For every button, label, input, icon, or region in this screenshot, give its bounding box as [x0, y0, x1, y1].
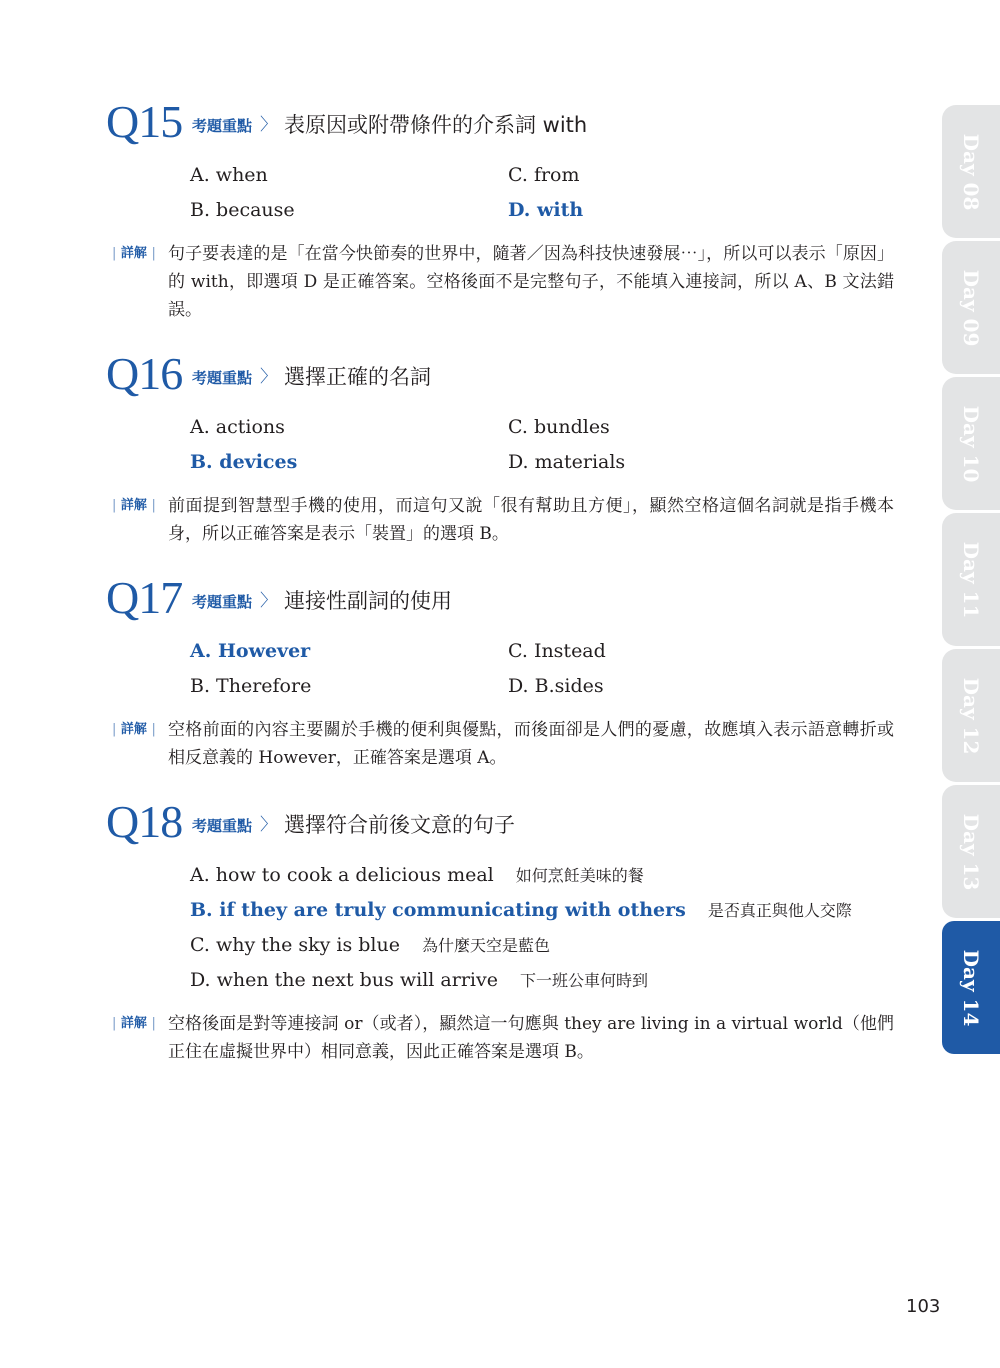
tab-day-08[interactable] — [942, 105, 1000, 238]
tab-day-12[interactable] — [942, 649, 1000, 782]
option-c-translation: 為什麼天空是藍色 — [422, 936, 551, 955]
question-title: 選擇符合前後文意的句子 — [284, 813, 515, 837]
explanation — [106, 716, 906, 772]
explanation-tag: | 詳解 | — [112, 722, 156, 737]
angle-bracket-icon: 〉 — [260, 367, 277, 387]
question-q17 — [106, 572, 906, 772]
question-header — [106, 796, 906, 858]
explanation-text: 句子要表達的是「在當今快節奏的世界中，隨著／因為科技快速發展⋯」，所以可以表示「原因」的 with，即選項 D 是正確答案。空格後面不是完整句子，不能填入連接詞，所以 A、B 文法錯誤。 — [168, 244, 894, 320]
question-number: Q16 — [106, 348, 183, 399]
tab-label: Day 10 — [959, 405, 983, 482]
question-title: 連接性副詞的使用 — [284, 589, 452, 613]
tab-day-11[interactable] — [942, 513, 1000, 646]
explanation — [106, 492, 906, 548]
explanation-text: 空格前面的內容主要關於手機的便利與優點，而後面卻是人們的憂慮，故應填入表示語意轉折或相反意義的 However，正確答案是選項 A。 — [168, 720, 894, 768]
question-number: Q15 — [106, 96, 183, 147]
explanation-text: 空格後面是對等連接詞 or（或者），顯然這一句應與 they are living in a virtual world（他們正住在虛擬世界中）相同意義，因此正確答案是選項 B。 — [168, 1014, 894, 1062]
tab-label: Day 11 — [959, 541, 983, 618]
options — [190, 410, 906, 480]
tab-day-10[interactable] — [942, 377, 1000, 510]
tab-label: Day 13 — [959, 813, 983, 890]
explanation — [106, 1010, 906, 1066]
option-d-correct: D. with — [508, 199, 584, 221]
question-number: Q17 — [106, 572, 183, 623]
tab-day-14-active[interactable] — [942, 921, 1000, 1054]
question-title: 選擇正確的名詞 — [284, 365, 431, 389]
option-a-correct: A. However — [190, 640, 311, 662]
angle-bracket-icon: 〉 — [260, 815, 277, 835]
option-c: C. Instead — [508, 640, 606, 662]
option-d: D. when the next bus will arrive 下一班公車何時到 — [190, 969, 648, 991]
question-title: 表原因或附帶條件的介系詞 with — [284, 113, 588, 137]
page-number: 103 — [906, 1296, 941, 1317]
options — [190, 634, 906, 704]
option-d-translation: 下一班公車何時到 — [519, 971, 648, 990]
explanation-tag: | 詳解 | — [112, 498, 156, 513]
tab-day-13[interactable] — [942, 785, 1000, 918]
option-a-translation: 如何烹飪美味的餐 — [515, 866, 644, 885]
option-a: A. actions — [190, 416, 285, 438]
angle-bracket-icon: 〉 — [260, 115, 277, 135]
option-c: C. from — [508, 164, 580, 186]
tab-label: Day 14 — [959, 949, 983, 1026]
option-b: B. Therefore — [190, 675, 312, 697]
explanation-tag: | 詳解 | — [112, 246, 156, 261]
key-point-label: 考題重點 — [192, 593, 253, 611]
question-header — [106, 348, 906, 410]
day-tabs — [942, 105, 1000, 1057]
option-c: C. bundles — [508, 416, 610, 438]
option-b-translation: 是否真正與他人交際 — [707, 901, 852, 920]
option-a: A. when — [190, 164, 268, 186]
tab-label: Day 12 — [959, 677, 983, 754]
option-c: C. why the sky is blue 為什麼天空是藍色 — [190, 934, 551, 956]
explanation-tag: | 詳解 | — [112, 1016, 156, 1031]
question-header — [106, 96, 906, 158]
option-b-correct: B. devices — [190, 451, 298, 473]
tab-label: Day 08 — [959, 133, 983, 210]
tab-day-09[interactable] — [942, 241, 1000, 374]
question-number: Q18 — [106, 796, 183, 847]
explanation-text: 前面提到智慧型手機的使用，而這句又說「很有幫助且方便」，顯然空格這個名詞就是指手機本身，所以正確答案是表示「裝置」的選項 B。 — [168, 496, 894, 544]
question-q15 — [106, 96, 906, 324]
question-q16 — [106, 348, 906, 548]
options — [190, 858, 906, 998]
options — [190, 158, 906, 228]
option-a: A. how to cook a delicious meal 如何烹飪美味的餐 — [190, 864, 644, 886]
key-point-label: 考題重點 — [192, 117, 253, 135]
key-point-label: 考題重點 — [192, 817, 253, 835]
question-header — [106, 572, 906, 634]
tab-label: Day 09 — [959, 269, 983, 346]
angle-bracket-icon: 〉 — [260, 591, 277, 611]
key-point-label: 考題重點 — [192, 369, 253, 387]
question-q18 — [106, 796, 906, 1066]
option-d: D. B.sides — [508, 675, 604, 697]
option-d: D. materials — [508, 451, 626, 473]
option-b-correct: B. if they are truly communicating with others 是否真正與他人交際 — [190, 899, 852, 921]
option-b: B. because — [190, 199, 295, 221]
explanation — [106, 240, 906, 324]
